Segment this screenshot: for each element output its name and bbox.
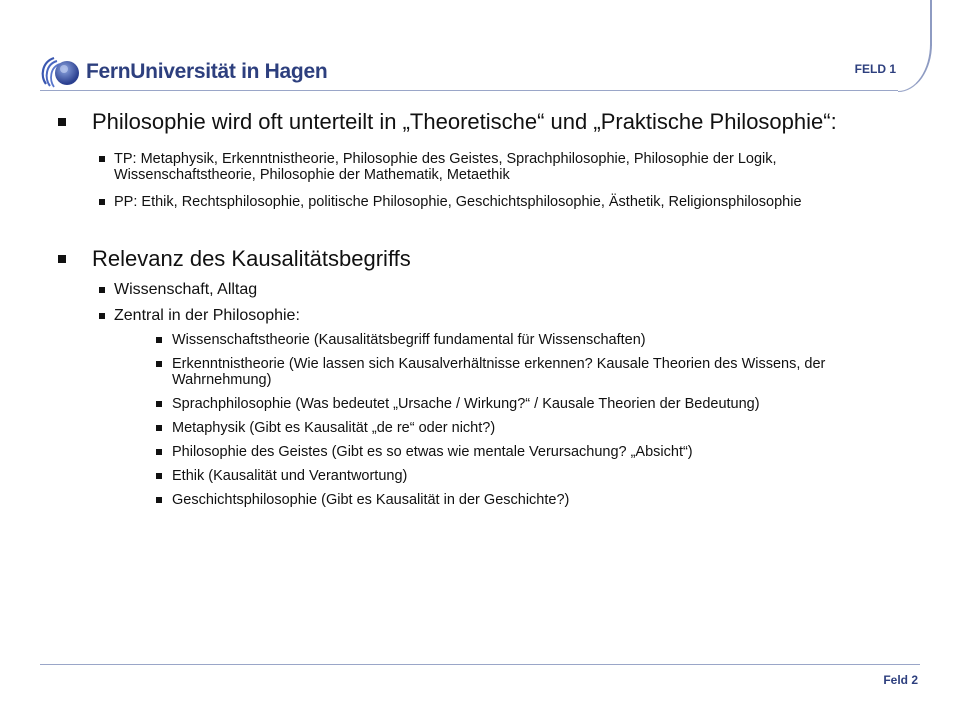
sub-list-item-text: Wissenschaftstheorie (Kausalitätsbegriff fundamental für Wissenschaften): [172, 332, 646, 348]
sub-list-item-text: Ethik (Kausalität und Verantwortung): [172, 468, 408, 484]
square-bullet-icon: [156, 473, 162, 479]
footer-rule: [40, 664, 920, 665]
field-1-label: FELD 1: [854, 62, 896, 76]
sub-list-item: [58, 356, 918, 388]
header-vertical-rule: [930, 0, 932, 46]
square-bullet-icon: [156, 401, 162, 407]
sub-list-item: [58, 396, 918, 412]
sub-list-item-text: Metaphysik (Gibt es Kausalität „de re“ oder nicht?): [172, 420, 496, 436]
sub-list-item-text: Erkenntnistheorie (Wie lassen sich Kausalverhältnisse erkennen? Kausale Theorien des Wissens, der Wahrnehmung): [172, 356, 826, 388]
list-item: [58, 194, 918, 210]
sub-list-item: [58, 468, 918, 484]
sub-list-item: [58, 332, 918, 348]
section-2-heading: [58, 244, 918, 274]
section-1-heading: [58, 107, 918, 137]
section-1-title: Philosophie wird oft unterteilt in „Theoretische“ und „Praktische Philosophie“:: [92, 109, 837, 134]
university-logo[interactable]: [40, 54, 327, 90]
list-item: [58, 306, 918, 325]
list-item-text: Wissenschaft, Alltag: [114, 281, 258, 298]
square-bullet-icon: [99, 199, 105, 205]
square-bullet-icon: [99, 156, 105, 162]
sub-list-item-text: Philosophie des Geistes (Gibt es so etwas wie mentale Verursachung? „Absicht“): [172, 444, 693, 460]
slide-content: [58, 107, 918, 508]
sub-list-item: [58, 444, 918, 460]
logo-text: FernUniversität in Hagen: [86, 60, 328, 83]
sub-list-item-text: Geschichtsphilosophie (Gibt es Kausalität in der Geschichte?): [172, 492, 570, 508]
logo-globe-icon: [40, 54, 82, 90]
header-rule: [40, 90, 898, 91]
square-bullet-icon: [156, 361, 162, 367]
list-item-text: Zentral in der Philosophie:: [114, 307, 300, 324]
header-corner-arc: [898, 44, 932, 92]
list-item: [58, 151, 918, 183]
sub-list-item-text: Sprachphilosophie (Was bedeutet „Ursache / Wirkung?“ / Kausale Theorien der Bedeutung): [172, 396, 760, 412]
section-2-title: Relevanz des Kausalitätsbegriffs: [92, 246, 411, 271]
list-item-text: PP: Ethik, Rechtsphilosophie, politische Philosophie, Geschichtsphilosophie, Ästhetik, Religionsphilosophie: [114, 194, 802, 210]
list-item-text: TP: Metaphysik, Erkenntnistheorie, Philosophie des Geistes, Sprachphilosophie, Philosophie der Logik, Wissenschaftstheorie, Philosophie der Mathematik, Metaethik: [114, 151, 777, 183]
square-bullet-icon: [156, 425, 162, 431]
square-bullet-icon: [58, 255, 66, 263]
square-bullet-icon: [58, 118, 66, 126]
sub-list-item: [58, 420, 918, 436]
square-bullet-icon: [99, 287, 105, 293]
square-bullet-icon: [156, 497, 162, 503]
sub-list-item: [58, 492, 918, 508]
field-2-label: Feld 2: [883, 673, 918, 687]
square-bullet-icon: [156, 449, 162, 455]
square-bullet-icon: [156, 337, 162, 343]
list-item: [58, 280, 918, 299]
square-bullet-icon: [99, 313, 105, 319]
